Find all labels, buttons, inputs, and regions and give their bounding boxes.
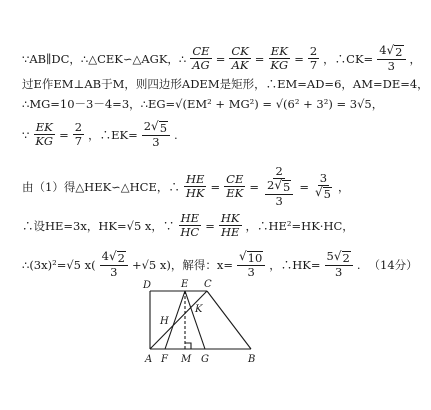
fraction-ek-kg: $\frac{EK}{KG}$ bbox=[270, 44, 289, 72]
fraction-hk-he: $\frac{HK}{HE}$ bbox=[220, 211, 240, 239]
fraction-ce-ag: $\frac{CE}{AG}$ bbox=[192, 44, 210, 72]
result-ck: 4 √ 2 3 bbox=[377, 44, 405, 73]
fraction-2-7: $\frac{2}{7}$ bbox=[309, 44, 318, 72]
fraction-ek-kg-2: $\frac{EK}{KG}$ bbox=[35, 120, 54, 148]
fraction-ck-ak: $\frac{CK}{AK}$ bbox=[231, 44, 249, 72]
label-g: G bbox=[201, 354, 209, 365]
line-6: ∴设HE=3x，HK=√5 x，∵ $\frac{HE}{HC}$ = $\frac{HK}{HE}$ ，∴HE²=HK·HC， bbox=[22, 211, 354, 239]
label-b: B bbox=[248, 354, 256, 365]
fraction-he-hk: $\frac{HE}{HK}$ bbox=[185, 172, 205, 200]
result-hk: 5 √ 2 3 bbox=[325, 250, 353, 279]
label-c: C bbox=[204, 279, 212, 290]
label-m: M bbox=[181, 354, 192, 365]
right-angle-mark bbox=[185, 343, 191, 349]
label-d: D bbox=[143, 280, 152, 291]
line-4-ek: ，∴EK= bbox=[88, 127, 138, 142]
line-7-solve: +√5 x)，解得：x= bbox=[131, 257, 233, 272]
label-a: A bbox=[145, 354, 153, 365]
line-6-intro: ∴设HE=3x，HK=√5 x，∵ bbox=[22, 218, 175, 233]
label-f: F bbox=[161, 354, 168, 365]
line-7-hk: ，∴HK= bbox=[269, 257, 321, 272]
fraction-2-over-ek: 2 2 √ 5 3 bbox=[263, 165, 295, 208]
result-x: √ 10 3 bbox=[237, 250, 265, 279]
fraction-2-7-b: $\frac{2}{7}$ bbox=[74, 120, 83, 148]
line-5-intro: 由（1）得△HEK∽△HCE，∴ bbox=[22, 179, 180, 194]
line-7-intro: ∴(3x)²=√5 x( bbox=[22, 257, 96, 272]
label-k: K bbox=[195, 304, 203, 315]
segment-ac bbox=[150, 291, 207, 349]
fraction-ce-ek: $\frac{CE}{EK}$ bbox=[226, 172, 244, 200]
line-2-text: 过E作EM⊥AB于M，则四边形ADEM是矩形，∴EM=AD=6，AM=DE=4， bbox=[22, 77, 429, 91]
label-h: H bbox=[160, 316, 169, 327]
fraction-4sqrt2-3: 4 √ 2 3 bbox=[100, 250, 128, 279]
score-badge: （14分） bbox=[368, 257, 418, 272]
line-7: ∴(3x)²=√5 x( 4 √ 2 3 +√5 x)，解得：x= √ 10 3 ，∴HK= 5 √ 2 3 . （14分） bbox=[22, 249, 418, 279]
fraction-3-sqrt5: 3 √ 5 bbox=[314, 171, 331, 201]
line-3-text: ∴MG=10－3－4=3，∴EG=√(EM² + MG²) = √(6² + 3²) = 3√5， bbox=[22, 97, 384, 111]
label-e: E bbox=[181, 279, 189, 290]
line-4: ∵ $\frac{EK}{KG}$ = $\frac{2}{7}$ ，∴EK= 2 √ 5 3 . bbox=[22, 119, 178, 149]
line-5: 由（1）得△HEK∽△HCE，∴ $\frac{HE}{HK}$ = $\frac{CE}{EK}$ = 2 2 √ 5 3 = 3 √ 5 ， bbox=[22, 164, 350, 208]
segment-eg bbox=[185, 291, 205, 349]
line-6-end: ，∴HE²=HK·HC， bbox=[245, 218, 354, 233]
result-ek: 2 √ 5 3 bbox=[142, 120, 170, 149]
line-1-intro: ∵AB∥DC，∴△CEK∽△AGK，∴ bbox=[22, 51, 187, 66]
fraction-he-hc: $\frac{HE}{HC}$ bbox=[180, 211, 200, 239]
line-1: ∵AB∥DC，∴△CEK∽△AGK，∴ $\frac{CE}{AG}$ = $\frac{CK}{AK}$ = $\frac{EK}{KG}$ = $\frac{2}{7}$ ，∴CK= 4 √ 2 3 ， bbox=[22, 43, 421, 73]
line-1-ck: ，∴CK= bbox=[323, 51, 374, 66]
segment-cb bbox=[207, 291, 251, 349]
